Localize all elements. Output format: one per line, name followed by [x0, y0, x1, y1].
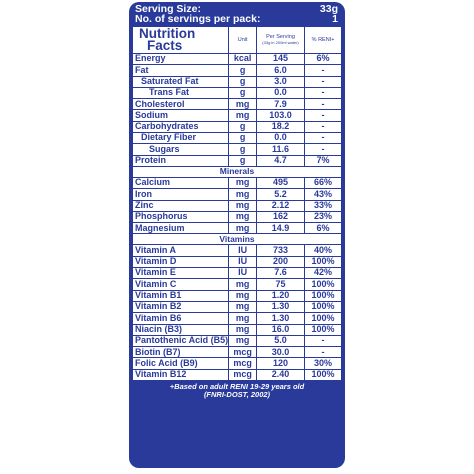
mineral-row	[133, 223, 342, 234]
nutrient-value: 16.0	[256, 324, 304, 335]
nutrient-reni-percent: -	[305, 99, 342, 110]
footnote-line-1: +Based on adult RENI 19-29 years old	[169, 382, 305, 392]
nutrient-reni-percent: -	[305, 110, 342, 121]
nutrient-name: Fat	[133, 65, 229, 76]
nutrient-name: Pantothenic Acid (B5)	[133, 335, 229, 346]
nutrient-name: Dietary Fiber	[133, 133, 229, 144]
nutrient-value: 120	[256, 358, 304, 369]
nutrient-reni-percent: 43%	[305, 189, 342, 200]
nutrient-value: 5.0	[256, 335, 304, 346]
nutrient-unit: IU	[229, 245, 257, 256]
nutrient-name: Cholesterol	[133, 99, 229, 110]
vitamin-row	[133, 335, 342, 346]
nutrient-reni-percent: 100%	[305, 290, 342, 301]
table-header-row	[133, 27, 342, 54]
nutrient-value: 0.0	[256, 87, 304, 98]
vitamin-row	[133, 347, 342, 358]
nutrient-unit: IU	[229, 268, 257, 279]
nutrient-row	[133, 65, 342, 76]
footnote	[132, 383, 342, 399]
nutrient-reni-percent: 30%	[305, 358, 342, 369]
nutrient-name: Vitamin B6	[133, 313, 229, 324]
reni-column-header: % RENI+	[305, 27, 342, 54]
nutrient-row	[133, 155, 342, 166]
nutrient-name: Vitamin B1	[133, 290, 229, 301]
nutrient-unit: mg	[229, 290, 257, 301]
nutrient-reni-percent: 6%	[305, 223, 342, 234]
nutrient-unit: mg	[229, 313, 257, 324]
nutrient-value: 2.12	[256, 200, 304, 211]
nutrient-value: 30.0	[256, 347, 304, 358]
nutrient-reni-percent: 100%	[305, 324, 342, 335]
nutrient-value: 1.20	[256, 290, 304, 301]
nutrition-label-panel	[129, 2, 345, 468]
minerals-section-header-title: Minerals	[133, 166, 342, 177]
vitamins-section-header-title: Vitamins	[133, 234, 342, 245]
mineral-row	[133, 200, 342, 211]
per-serving-column-header	[256, 27, 304, 54]
nutrient-name: Carbohydrates	[133, 121, 229, 132]
nutrient-name: Vitamin B2	[133, 301, 229, 312]
nutrient-value: 3.0	[256, 76, 304, 87]
nutrient-reni-percent: -	[305, 87, 342, 98]
nutrient-reni-percent: -	[305, 76, 342, 87]
nutrient-name: Calcium	[133, 177, 229, 188]
vitamin-row	[133, 301, 342, 312]
vitamin-row	[133, 313, 342, 324]
nutrient-value: 75	[256, 279, 304, 290]
nutrient-value: 103.0	[256, 110, 304, 121]
per-serving-header-text: Per Serving	[266, 34, 295, 40]
nutrient-unit: IU	[229, 256, 257, 267]
nutrient-name: Vitamin C	[133, 279, 229, 290]
nutrient-unit: g	[229, 121, 257, 132]
nutrient-value: 18.2	[256, 121, 304, 132]
unit-column-header: Unit	[229, 27, 257, 54]
nutrition-table-wrap	[132, 26, 342, 381]
vitamins-section-header	[133, 234, 342, 245]
nutrient-unit: g	[229, 133, 257, 144]
nutrient-row	[133, 76, 342, 87]
nutrient-row	[133, 144, 342, 155]
nutrient-unit: mg	[229, 324, 257, 335]
nutrient-unit: mcg	[229, 347, 257, 358]
vitamin-row	[133, 369, 342, 380]
title-line-2: Facts	[147, 38, 183, 53]
nutrient-value: 11.6	[256, 144, 304, 155]
nutrient-name: Vitamin E	[133, 268, 229, 279]
vitamin-row	[133, 245, 342, 256]
nutrient-name: Trans Fat	[133, 87, 229, 98]
nutrient-reni-percent: 100%	[305, 256, 342, 267]
nutrient-value: 162	[256, 211, 304, 222]
nutrient-value: 7.9	[256, 99, 304, 110]
nutrient-value: 200	[256, 256, 304, 267]
nutrient-reni-percent: 40%	[305, 245, 342, 256]
nutrient-unit: mg	[229, 177, 257, 188]
nutrient-reni-percent: 6%	[305, 54, 342, 65]
nutrient-reni-percent: -	[305, 347, 342, 358]
nutrient-unit: mcg	[229, 358, 257, 369]
nutrient-value: 1.30	[256, 301, 304, 312]
nutrient-unit: g	[229, 155, 257, 166]
nutrient-unit: mg	[229, 301, 257, 312]
nutrient-unit: mg	[229, 223, 257, 234]
nutrient-name: Biotin (B7)	[133, 347, 229, 358]
nutrition-facts-table	[132, 26, 342, 381]
nutrient-name: Zinc	[133, 200, 229, 211]
vitamin-row	[133, 324, 342, 335]
nutrition-facts-title	[133, 27, 229, 54]
nutrient-value: 7.6	[256, 268, 304, 279]
nutrient-unit: mg	[229, 99, 257, 110]
nutrient-value: 14.9	[256, 223, 304, 234]
vitamin-row	[133, 268, 342, 279]
nutrient-reni-percent: -	[305, 335, 342, 346]
servings-per-pack-value: 1	[332, 13, 338, 25]
nutrient-name: Vitamin D	[133, 256, 229, 267]
nutrient-row	[133, 54, 342, 65]
mineral-row	[133, 189, 342, 200]
servings-per-pack-row	[132, 14, 342, 24]
nutrient-reni-percent: -	[305, 121, 342, 132]
nutrient-reni-percent: 100%	[305, 369, 342, 380]
nutrient-unit: kcal	[229, 54, 257, 65]
serving-size-value: 33g	[319, 3, 338, 15]
nutrient-reni-percent: -	[305, 144, 342, 155]
nutrient-unit: mg	[229, 189, 257, 200]
nutrient-name: Magnesium	[133, 223, 229, 234]
nutrient-reni-percent: 23%	[305, 211, 342, 222]
nutrient-value: 733	[256, 245, 304, 256]
mineral-row	[133, 211, 342, 222]
nutrient-reni-percent: -	[305, 65, 342, 76]
nutrient-name: Niacin (B3)	[133, 324, 229, 335]
nutrient-unit: mg	[229, 200, 257, 211]
nutrient-unit: mg	[229, 335, 257, 346]
nutrient-unit: g	[229, 144, 257, 155]
nutrient-reni-percent: 7%	[305, 155, 342, 166]
nutrient-row	[133, 87, 342, 98]
nutrient-reni-percent: 33%	[305, 200, 342, 211]
serving-info	[132, 4, 342, 24]
nutrient-reni-percent: -	[305, 133, 342, 144]
nutrient-unit: mg	[229, 110, 257, 121]
nutrient-name: Folic Acid (B9)	[133, 358, 229, 369]
nutrient-value: 2.40	[256, 369, 304, 380]
nutrient-name: Iron	[133, 189, 229, 200]
nutrient-name: Saturated Fat	[133, 76, 229, 87]
vitamin-row	[133, 290, 342, 301]
nutrient-name: Vitamin A	[133, 245, 229, 256]
nutrient-value: 495	[256, 177, 304, 188]
nutrient-unit: g	[229, 76, 257, 87]
nutrient-value: 6.0	[256, 65, 304, 76]
nutrient-unit: mg	[229, 211, 257, 222]
nutrient-value: 1.30	[256, 313, 304, 324]
nutrient-unit: g	[229, 87, 257, 98]
minerals-section-header	[133, 166, 342, 177]
nutrient-value: 145	[256, 54, 304, 65]
serving-size-label: Serving Size:	[135, 3, 201, 15]
per-serving-header-subtext: (33g in 200ml water)	[262, 40, 299, 45]
nutrient-name: Vitamin B12	[133, 369, 229, 380]
nutrient-unit: mcg	[229, 369, 257, 380]
nutrient-value: 4.7	[256, 155, 304, 166]
nutrient-row	[133, 99, 342, 110]
vitamin-row	[133, 256, 342, 267]
nutrient-unit: mg	[229, 279, 257, 290]
nutrient-name: Energy	[133, 54, 229, 65]
nutrient-value: 5.2	[256, 189, 304, 200]
nutrient-reni-percent: 100%	[305, 313, 342, 324]
servings-per-pack-label: No. of servings per pack:	[135, 13, 261, 25]
footnote-line-2: (FNRI-DOST, 2002)	[203, 390, 271, 400]
nutrient-unit: g	[229, 65, 257, 76]
nutrient-row	[133, 121, 342, 132]
nutrient-reni-percent: 66%	[305, 177, 342, 188]
nutrient-name: Sodium	[133, 110, 229, 121]
nutrient-reni-percent: 42%	[305, 268, 342, 279]
nutrient-name: Sugars	[133, 144, 229, 155]
mineral-row	[133, 177, 342, 188]
title-line-1: Nutrition	[139, 26, 196, 41]
vitamin-row	[133, 358, 342, 369]
nutrient-name: Phosphorus	[133, 211, 229, 222]
nutrient-row	[133, 133, 342, 144]
nutrient-reni-percent: 100%	[305, 301, 342, 312]
nutrient-reni-percent: 100%	[305, 279, 342, 290]
nutrient-row	[133, 110, 342, 121]
nutrient-name: Protein	[133, 155, 229, 166]
vitamin-row	[133, 279, 342, 290]
nutrient-value: 0.0	[256, 133, 304, 144]
